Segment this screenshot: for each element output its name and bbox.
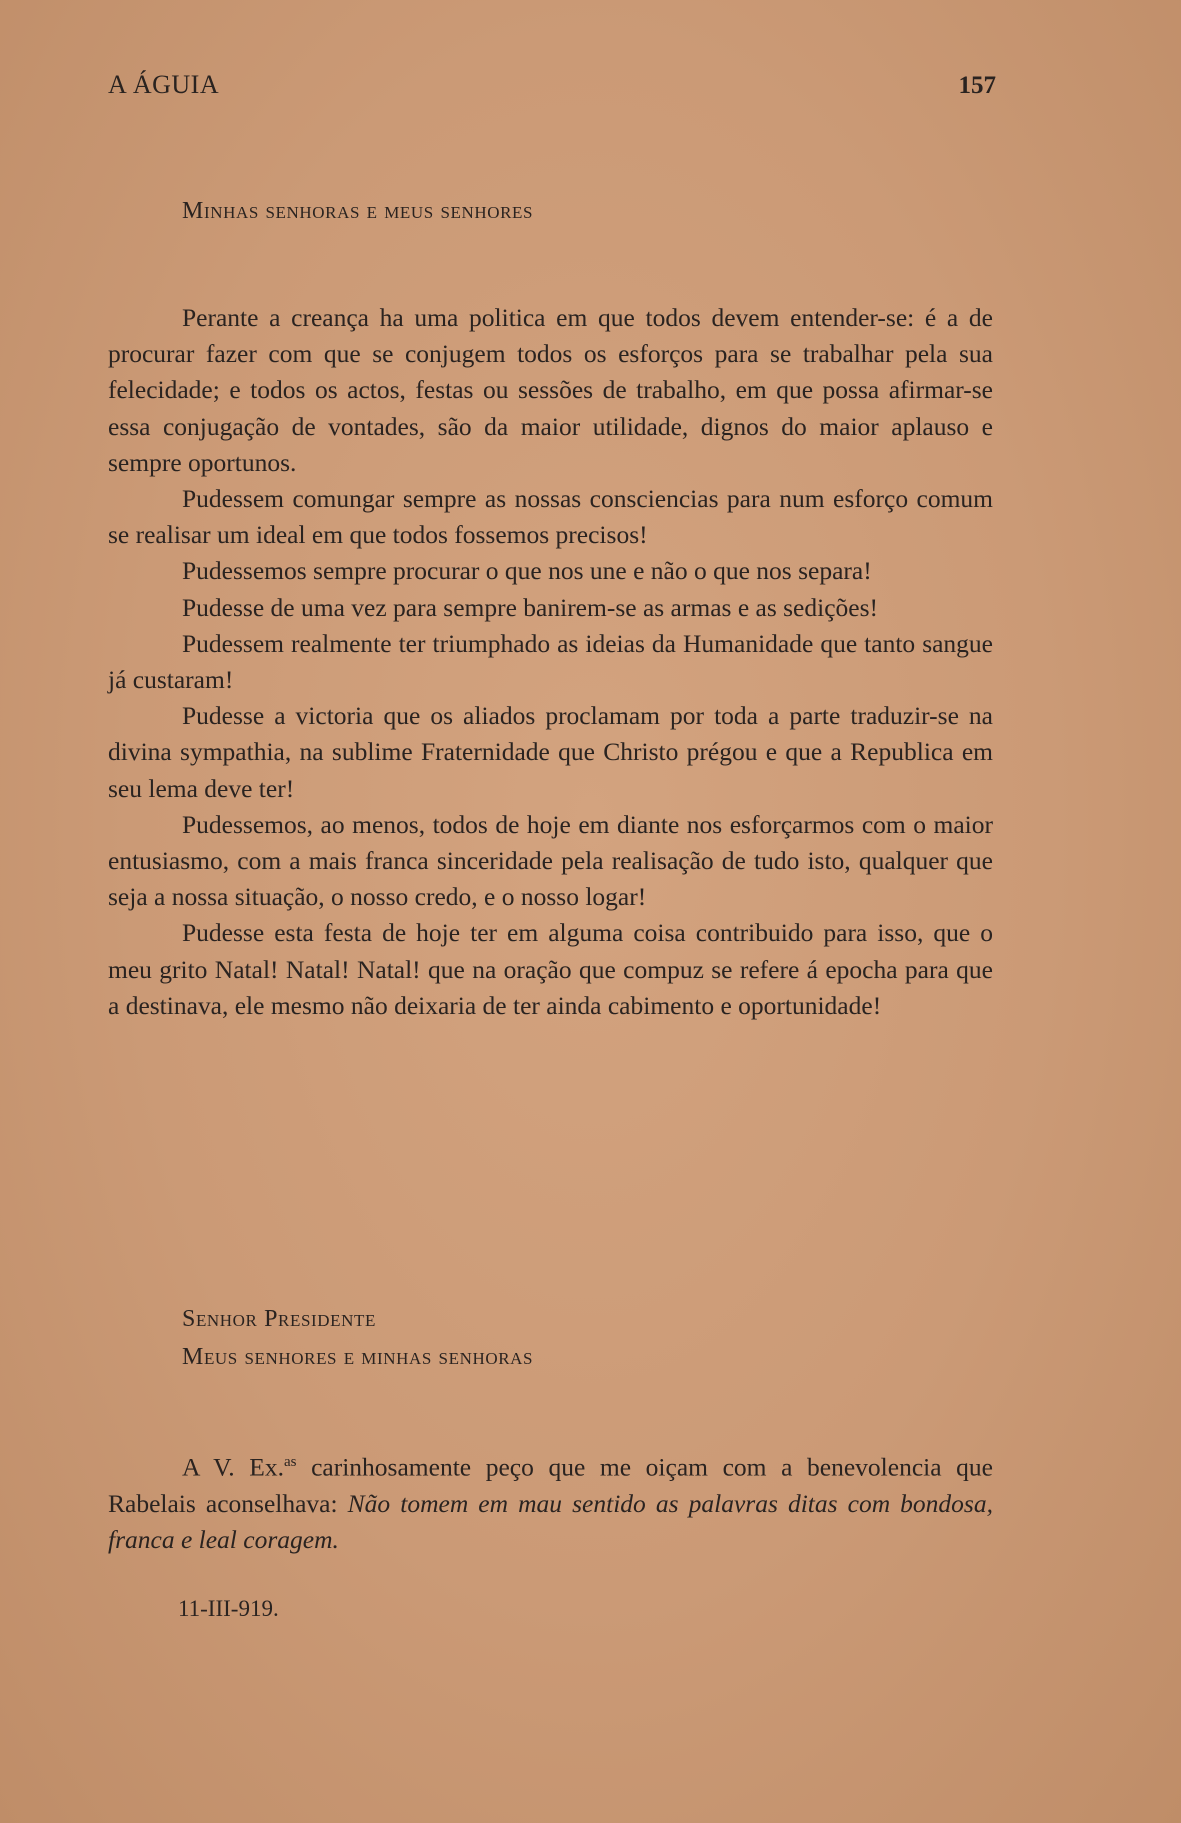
paragraph: Perante a creança ha uma politica em que todos devem entender-se: é a de procurar fazer com que se conjugem todos os esforços para se trabalhar pela sua felecidade; e todos os actos, festas ou sessões de trabalho, em que possa afirmar-se essa conjugação de vontades, são da maior utilidade, dignos do maior aplauso e sempre oportunos. <box>108 303 993 477</box>
page-header <box>108 70 996 110</box>
paragraph: Pudesse esta festa de hoje ter em alguma coisa contribuido para isso, que o meu grito Natal! Natal! Natal! que na oração que compuz se refere á epocha para que a destinava, ele mesmo não deixaria de ter ainda cabimento e oportunidade! <box>108 918 993 1020</box>
salutation-heading-audience: Meus senhores e minhas senhoras <box>182 1344 534 1370</box>
closing-text-start: A V. Ex. <box>182 1452 284 1482</box>
page-number: 157 <box>958 72 996 99</box>
paragraph: Pudessem comungar sempre as nossas consciencias para num esforço comum se realisar um ideal em que todos fossemos precisos! <box>108 484 993 550</box>
paragraph: Pudesse de uma vez para sempre banirem-se as armas e as sedições! <box>182 592 879 622</box>
running-title: A ÁGUIA <box>108 70 220 99</box>
salutation-heading: Minhas senhoras e meus senhores <box>182 198 534 224</box>
closing-body <box>108 1444 993 1558</box>
speech-body <box>108 300 993 1024</box>
paragraph: Pudesse a victoria que os aliados proclamam por toda a parte traduzir-se na divina sympathia, na sublime Fraternidade que Christo prégou e que a Republica em seu lema deve ter! <box>108 701 993 803</box>
closing-text-middle: carinhosamente peço que me oiçam com a benevolencia que Rabelais aconselhava: <box>108 1452 993 1518</box>
closing-paragraph <box>108 1444 993 1558</box>
superscript: as <box>283 1454 297 1470</box>
paragraph: Pudessemos, ao menos, todos de hoje em diante nos esforçarmos com o maior entusiasmo, com a mais franca sinceridade pela realisação de tudo isto, qualquer que seja a nossa situação, o nosso credo, e o nosso logar! <box>108 809 993 912</box>
salutation-heading-president: Senhor Presidente <box>182 1306 376 1332</box>
paragraph: Pudessemos sempre procurar o que nos une e não o que nos separa! <box>182 556 872 586</box>
date-line: 11-III-919. <box>178 1596 279 1621</box>
closing-quote: Não tomem em mau sentido as palavras ditas com bondosa, franca e leal coragem. <box>108 1488 993 1554</box>
paragraph: Pudessem realmente ter triumphado as ideias da Humanidade que tanto sangue já custaram! <box>108 628 993 695</box>
